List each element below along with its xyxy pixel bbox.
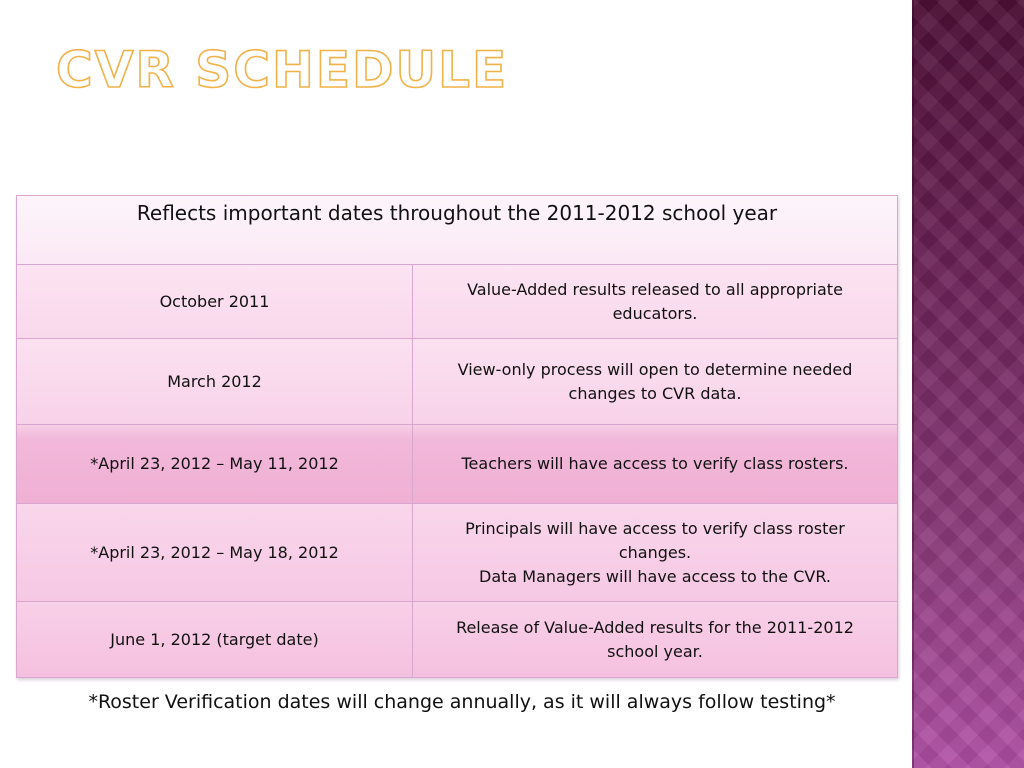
description-cell (413, 339, 897, 424)
slide-title: CVR SCHEDULE (56, 41, 509, 99)
footnote: *Roster Verification dates will change annually, as it will always follow testing* (88, 691, 836, 713)
date-cell: *April 23, 2012 – May 18, 2012 (17, 504, 413, 601)
description-cell (413, 504, 897, 601)
description-line: View-only process will open to determine needed (457, 359, 853, 379)
date-cell: March 2012 (17, 339, 413, 424)
table-row (17, 602, 897, 677)
description-line: Principals will have access to verify class roster (465, 518, 845, 538)
side-band-edge (912, 0, 914, 768)
table-row (17, 265, 897, 339)
decorative-side-band (912, 0, 1024, 768)
description-cell (413, 265, 897, 338)
table-row (17, 339, 897, 425)
table-row (17, 425, 897, 504)
description-line: changes to CVR data. (568, 383, 742, 403)
schedule-table (16, 195, 898, 678)
description-cell (413, 425, 897, 503)
description-line: educators. (612, 303, 698, 323)
table-row (17, 504, 897, 602)
description-cell (413, 602, 897, 677)
description-line: Release of Value-Added results for the 2011-2012 (456, 617, 854, 637)
date-cell: October 2011 (17, 265, 413, 338)
description-line: school year. (607, 641, 703, 661)
description-line: Value-Added results released to all appropriate (467, 279, 843, 299)
date-cell: *April 23, 2012 – May 11, 2012 (17, 425, 413, 503)
description-line: Data Managers will have access to the CVR. (479, 566, 831, 586)
description-line: Teachers will have access to verify class rosters. (461, 454, 849, 473)
description-line: changes. (618, 542, 692, 562)
date-cell: June 1, 2012 (target date) (17, 602, 413, 677)
table-header: Reflects important dates throughout the 2011-2012 school year (17, 196, 897, 265)
